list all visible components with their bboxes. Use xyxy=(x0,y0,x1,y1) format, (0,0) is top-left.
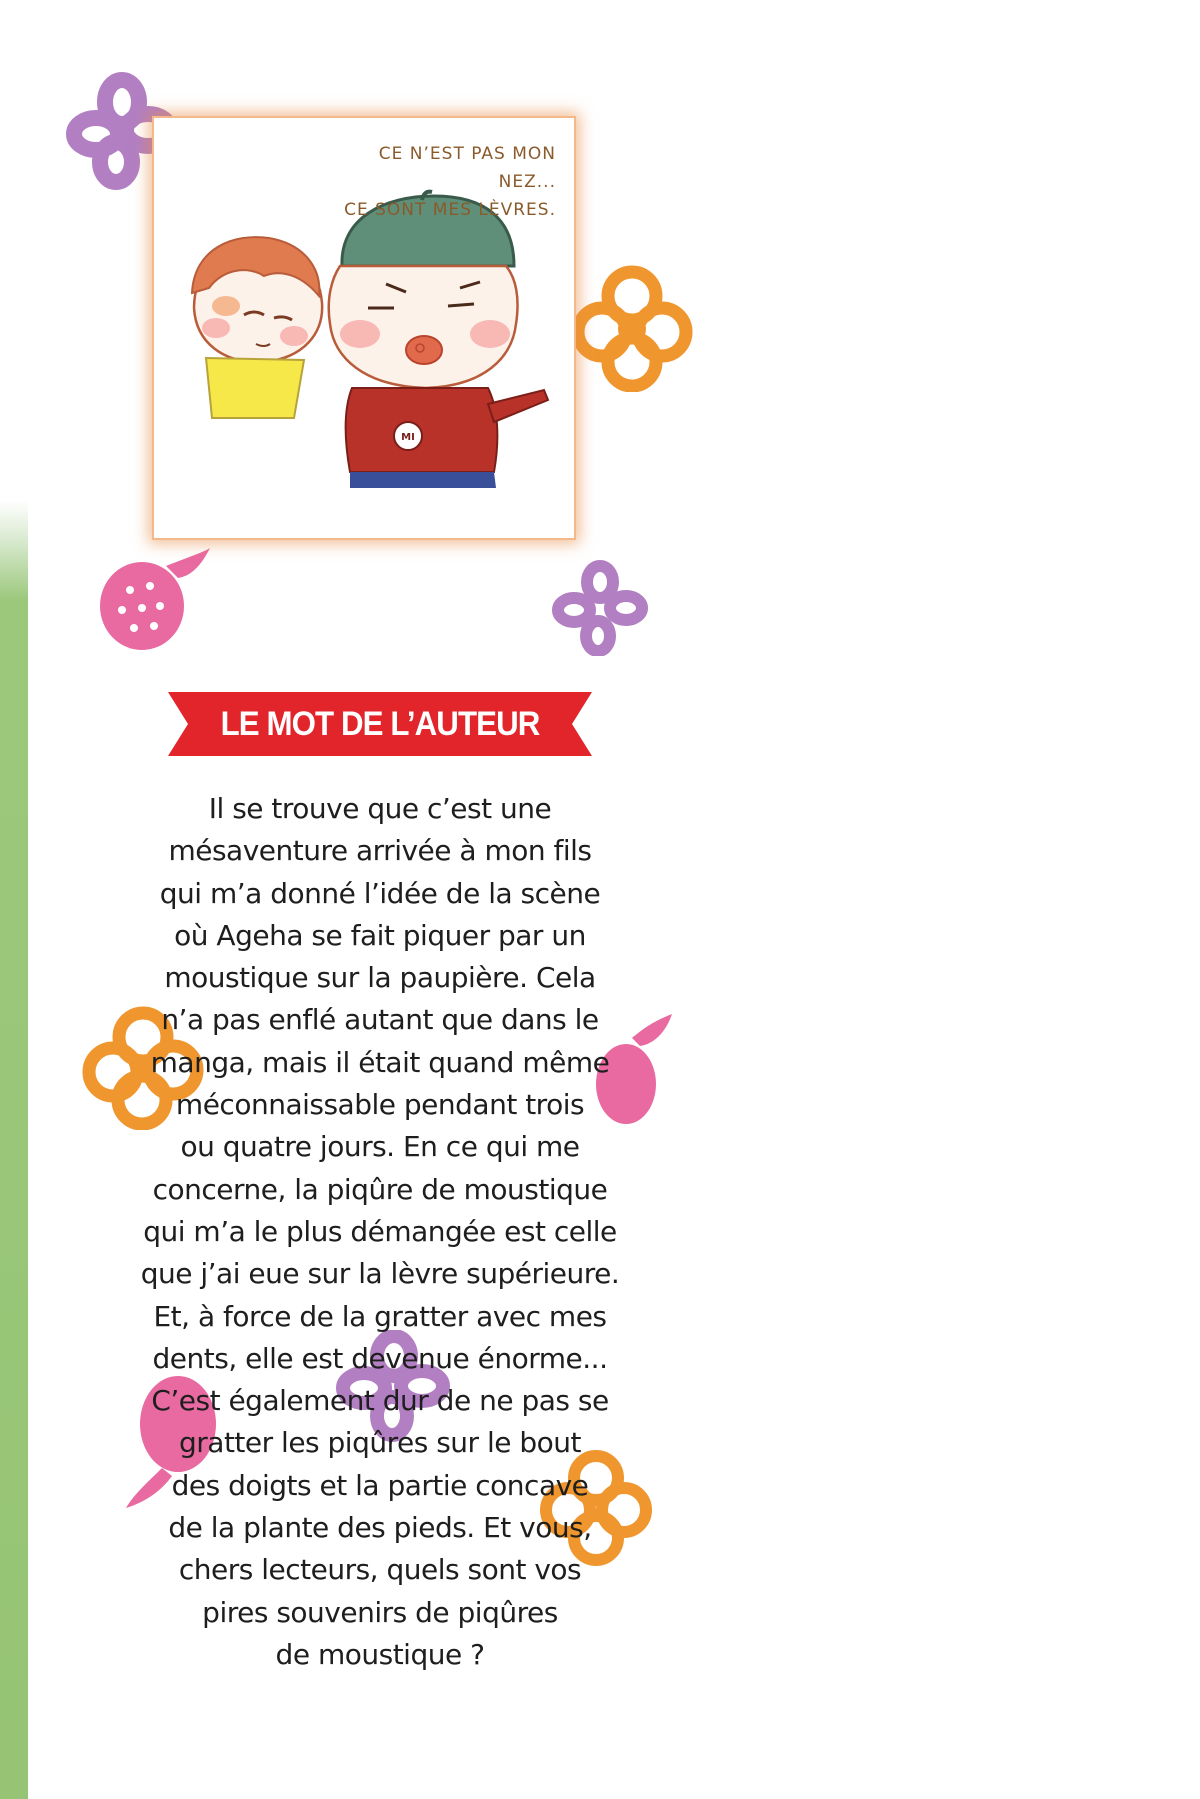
author-note-line: dents, elle est devenue énorme... xyxy=(152,1341,608,1375)
author-note-line: où Ageha se fait piquer par un xyxy=(174,918,586,952)
speech-line: CE SONT MES LÈVRES. xyxy=(344,200,556,220)
page-edge-green-bar xyxy=(0,0,28,1799)
author-note-line: des doigts et la partie concave xyxy=(171,1468,589,1502)
section-title: LE MOT DE L’AUTEUR xyxy=(220,705,540,743)
section-title-banner xyxy=(168,692,592,756)
pink-berry-icon xyxy=(96,548,214,652)
author-note-line: qui m’a le plus démangée est celle xyxy=(143,1214,617,1248)
orange-flower-icon xyxy=(570,262,694,392)
author-note xyxy=(110,788,650,1676)
purple-flower-icon xyxy=(552,560,648,656)
author-note-line: manga, mais il était quand même xyxy=(150,1045,610,1079)
author-note-line: que j’ai eue sur la lèvre supérieure. xyxy=(140,1257,620,1291)
author-note-line: gratter les piqûres sur le bout xyxy=(179,1426,581,1460)
author-note-line: de moustique ? xyxy=(275,1637,485,1671)
shirt-badge-label: MI xyxy=(401,432,415,443)
author-note-line: C’est également dur de ne pas se xyxy=(151,1384,609,1418)
author-note-line: concerne, la piqûre de moustique xyxy=(152,1172,608,1206)
speech-line: CE N’EST PAS MON NEZ... xyxy=(378,144,556,192)
child-character xyxy=(192,237,322,418)
author-note-line: qui m’a donné l’idée de la scène xyxy=(159,876,601,910)
author-note-line: mésaventure arrivée à mon fils xyxy=(168,834,592,868)
author-note-line: n’a pas enflé autant que dans le xyxy=(161,1003,599,1037)
author-note-line: de la plante des pieds. Et vous, xyxy=(168,1511,592,1545)
author-note-line: méconnaissable pendant trois xyxy=(175,1088,585,1122)
speech-bubble-text xyxy=(326,140,556,224)
manga-illustration xyxy=(154,118,574,538)
author-note-line: ou quatre jours. En ce qui me xyxy=(180,1130,580,1164)
author-note-line: pires souvenirs de piqûres xyxy=(202,1595,558,1629)
author-note-line: chers lecteurs, quels sont vos xyxy=(178,1553,582,1587)
author-note-line: Et, à force de la gratter avec mes xyxy=(153,1299,607,1333)
father-character xyxy=(329,192,548,488)
author-note-line: moustique sur la paupière. Cela xyxy=(164,961,596,995)
author-note-line: Il se trouve que c’est une xyxy=(208,792,552,825)
